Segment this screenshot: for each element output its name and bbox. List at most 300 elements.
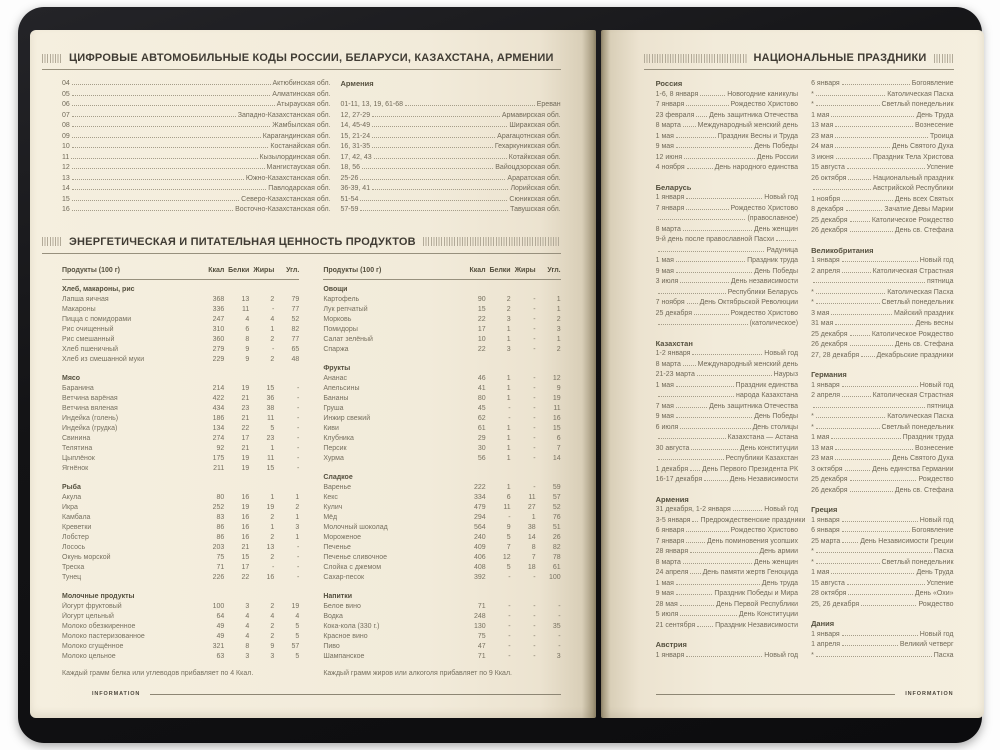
carbs-value: - [558, 632, 561, 640]
fat-value: 38 [527, 523, 536, 531]
carbs-value: 100 [548, 573, 561, 581]
holiday-line [656, 267, 798, 278]
food-row [62, 394, 299, 404]
carbs-value: 76 [552, 513, 561, 521]
food-row [62, 345, 299, 355]
holiday-date: 25 декабря [811, 476, 848, 483]
food-table [62, 263, 561, 678]
holiday-name: Новый год [919, 381, 954, 389]
food-row [62, 315, 299, 325]
protein-value: 1 [506, 454, 511, 462]
product-name: Йогурт цельный [62, 612, 114, 620]
code-value: 06 [62, 101, 70, 108]
food-row [323, 513, 560, 523]
holiday-name: Майский праздник [893, 309, 954, 317]
holiday-name: Успение [926, 579, 954, 587]
food-row [62, 523, 299, 533]
dot-leader [686, 198, 762, 199]
protein-value: - [508, 642, 511, 650]
code-value: 57-59 [340, 206, 359, 213]
food-row [62, 543, 299, 553]
protein-value: - [508, 612, 511, 620]
car-codes-header [42, 52, 561, 70]
food-row [323, 384, 560, 394]
holiday-lines [811, 516, 953, 611]
code-row [62, 163, 331, 174]
holiday-date: * [811, 90, 814, 98]
holiday-date: 13 мая [811, 122, 834, 129]
holiday-line [811, 90, 953, 101]
holiday-name: Праздник единства [735, 381, 799, 389]
holiday-name: Праздник Весны и Труда [717, 132, 799, 140]
holiday-date: 8 марта [655, 360, 681, 368]
food-row [62, 424, 299, 434]
food-row [62, 355, 299, 365]
fat-value: 2 [270, 335, 275, 343]
code-row [62, 90, 331, 101]
code-row [62, 174, 331, 185]
fat-value: 1 [270, 523, 275, 531]
kcal-value: 30 [477, 444, 486, 452]
dot-leader [691, 449, 737, 450]
dot-leader [676, 137, 716, 138]
holiday-date: 21 сентября [655, 621, 696, 629]
carbs-value: - [558, 612, 561, 620]
holiday-name: Предрождественские праздники [700, 516, 806, 524]
carbs-value: 82 [552, 543, 561, 551]
food-row [62, 622, 299, 632]
holiday-name: День женщин [753, 558, 799, 566]
food-row [323, 612, 560, 622]
carbs-value: 57 [552, 493, 561, 501]
holiday-line [656, 319, 798, 330]
product-name: Индейка (голень) [62, 414, 119, 422]
food-row [62, 652, 299, 662]
holiday-name: День труда [761, 579, 799, 587]
code-row [341, 142, 561, 153]
carbs-value: 26 [552, 533, 561, 541]
carbs-value: 14 [552, 454, 561, 462]
food-values-header [42, 236, 561, 254]
holiday-name: День св. Стефана [894, 486, 954, 494]
dot-leader [835, 459, 890, 460]
food-section [62, 483, 299, 583]
dot-leader [733, 510, 762, 511]
protein-value: 8 [245, 642, 250, 650]
region-name: Сюникская обл. [509, 195, 561, 203]
holiday-date: 28 января [655, 548, 689, 555]
protein-value: - [508, 513, 511, 521]
product-name: Хурма [323, 454, 344, 462]
dot-leader [842, 261, 918, 262]
col-products: Продукты (100 г) [62, 266, 120, 274]
fat-value: - [533, 642, 536, 650]
region-name: Алматинская обл. [272, 90, 331, 98]
hatch-ornament-fill [644, 54, 747, 63]
hatch-ornament-right [934, 54, 954, 63]
holiday-date: 6 июля [655, 423, 679, 431]
fat-value: 27 [527, 503, 536, 511]
protein-value: 12 [502, 553, 511, 561]
holiday-name: Праздник Победы и Мира [714, 590, 799, 597]
dot-leader [845, 470, 871, 471]
product-name: Печенье сливочное [323, 553, 388, 561]
fat-value: - [533, 394, 536, 402]
holiday-name: Католическая Страстная [872, 392, 954, 399]
carbs-value: 3 [295, 523, 300, 531]
food-sections-right [323, 285, 560, 662]
holiday-date: 23 мая [811, 455, 834, 462]
fat-value: - [533, 444, 536, 452]
holiday-line [656, 423, 798, 434]
kcal-value: 229 [212, 355, 225, 363]
holiday-line [656, 621, 798, 632]
country-block [811, 505, 953, 610]
kazakhstan-codes-column [62, 79, 331, 216]
dot-leader [687, 303, 698, 304]
fat-value: 16 [266, 573, 275, 581]
kcal-value: 49 [216, 632, 225, 640]
carbs-value: 78 [552, 553, 561, 561]
fat-value: 8 [531, 543, 536, 551]
holiday-line [656, 349, 798, 360]
kcal-value: 41 [477, 384, 486, 392]
holiday-name: Казахстана — Астана [727, 434, 799, 441]
holiday-name: Рождество Христово [730, 101, 799, 108]
holiday-name: День Победы [754, 143, 799, 150]
dot-leader [405, 105, 535, 106]
holiday-line [811, 486, 953, 497]
code-row [62, 132, 331, 143]
carbs-value: 5 [295, 632, 300, 640]
holiday-line [811, 319, 953, 330]
dot-leader [658, 219, 746, 220]
protein-value: 11 [242, 305, 250, 313]
code-value: 07 [62, 111, 70, 119]
protein-value: - [508, 573, 511, 581]
food-row [323, 444, 560, 454]
code-value: 09 [62, 132, 70, 140]
code-row [341, 205, 561, 216]
code-row [341, 163, 561, 174]
product-name: Инжир свежий [323, 414, 371, 422]
col-carbs: Угл. [547, 266, 561, 274]
holiday-line [656, 579, 798, 590]
food-row [323, 573, 560, 583]
car-codes-title: ЦИФРОВЫЕ АВТОМОБИЛЬНЫЕ КОДЫ РОССИИ, БЕЛАРУСИ, КАЗАХСТАНА, АРМЕНИИ [69, 52, 554, 64]
carbs-value: 61 [552, 563, 561, 571]
dot-leader [372, 189, 508, 190]
protein-value: 21 [241, 414, 250, 422]
dot-leader [72, 189, 267, 190]
dot-leader [72, 126, 270, 127]
fat-value: 4 [270, 612, 275, 620]
code-row [62, 153, 331, 164]
dot-leader [835, 126, 913, 127]
code-row [341, 132, 561, 143]
carbs-value: 1 [556, 295, 561, 303]
holiday-line [656, 142, 798, 153]
holiday-name: День поминовения усопших [707, 537, 799, 545]
holiday-line [656, 204, 798, 215]
fat-value: - [533, 295, 536, 303]
food-row [323, 642, 560, 652]
holiday-date: 25, 26 декабря [811, 600, 860, 608]
holiday-name: Успение [926, 164, 954, 171]
fat-value: 36 [266, 394, 275, 402]
code-row [62, 142, 331, 153]
protein-value: 23 [241, 404, 250, 412]
carbs-value: - [296, 394, 300, 402]
holiday-date: 21-23 марта [655, 371, 695, 378]
holiday-date: 26 октября [811, 174, 847, 182]
protein-value: 4 [245, 632, 250, 640]
holiday-line [811, 516, 953, 527]
holiday-name: Пасха [933, 651, 954, 659]
holiday-line [811, 277, 953, 288]
holiday-line [656, 235, 798, 246]
food-section [62, 374, 299, 474]
holiday-name: День России [756, 153, 799, 161]
holiday-lines [656, 193, 798, 330]
product-name: Кулич [323, 503, 343, 511]
dot-leader [676, 386, 734, 387]
fat-value: 2 [270, 513, 275, 521]
holiday-name: Новый год [764, 651, 799, 659]
carbs-value: 5 [295, 622, 300, 630]
holiday-date: * [811, 299, 814, 306]
carbs-value: - [296, 543, 300, 551]
holiday-date: 23 мая [811, 132, 834, 140]
country-name: Россия [655, 79, 683, 88]
kcal-value: 71 [216, 563, 225, 571]
holiday-date: 9 мая [655, 413, 674, 420]
holiday-name: Новый год [764, 194, 799, 201]
dot-leader [360, 210, 508, 211]
fat-value: - [533, 652, 536, 660]
holiday-line [656, 360, 798, 371]
holiday-line [811, 465, 953, 476]
holiday-line [656, 100, 798, 111]
dot-leader [72, 116, 236, 117]
holiday-line [811, 433, 953, 444]
protein-value: 4 [245, 612, 250, 620]
product-name: Кока-кола (330 г.) [323, 622, 380, 630]
kcal-value: 80 [477, 394, 486, 402]
protein-value: 8 [245, 335, 250, 343]
holiday-name: День Независимости [729, 476, 799, 483]
food-section-name: Хлеб, макароны, рис [62, 285, 135, 293]
holiday-name: День св. Стефана [894, 341, 954, 348]
dot-leader [842, 531, 910, 532]
code-value: 01-11, 13, 19, 61-68 [340, 101, 404, 108]
kcal-value: 22 [477, 315, 486, 323]
food-row [62, 305, 299, 315]
dot-leader [842, 396, 871, 397]
holiday-name: День защитника Отечества [709, 402, 799, 410]
holiday-date: 4 ноября [655, 164, 685, 171]
holiday-name: День конституции [739, 444, 799, 452]
dot-leader [684, 158, 755, 159]
dot-leader [690, 573, 700, 574]
kcal-value: 56 [477, 454, 486, 462]
dot-leader [816, 95, 885, 96]
food-row [62, 642, 299, 652]
holiday-line [655, 516, 806, 527]
code-row [341, 195, 561, 206]
food-section-name: Овощи [323, 285, 348, 293]
holiday-name: Праздник Тела Христова [872, 153, 954, 161]
protein-value: 21 [241, 543, 250, 551]
dot-leader [697, 626, 713, 627]
fat-value: 18 [527, 563, 536, 571]
code-value: 14, 45-49 [340, 122, 371, 129]
holiday-date: 3 октября [811, 465, 843, 473]
region-name: Кызылординская обл. [259, 153, 331, 161]
protein-value: 15 [241, 553, 250, 561]
food-row [323, 434, 560, 444]
carbs-value: 77 [291, 305, 300, 313]
armenia-code-rows [341, 100, 561, 216]
fat-value: 11 [267, 414, 275, 422]
holiday-name: Новый год [919, 516, 954, 524]
dot-leader [686, 105, 728, 106]
kcal-value: 75 [477, 632, 486, 640]
fat-value: 5 [270, 424, 275, 432]
dot-leader [831, 314, 892, 315]
hatch-ornament-fill [423, 237, 561, 246]
holiday-lines [656, 90, 798, 174]
region-name: Котайкская обл. [508, 153, 561, 161]
holiday-line [656, 547, 798, 558]
food-column-right [323, 263, 560, 678]
fat-value: 3 [270, 652, 275, 660]
right-page-footer [656, 691, 954, 697]
dot-leader [842, 200, 893, 201]
protein-value: 1 [506, 424, 511, 432]
carbs-value: 4 [295, 612, 300, 620]
food-sections-left [62, 285, 299, 662]
carbs-value: 1 [556, 305, 561, 313]
dot-leader [850, 345, 893, 346]
code-value: 10 [62, 143, 70, 150]
country-name: Великобритания [811, 245, 874, 255]
holiday-date: 1 января [655, 651, 685, 659]
kcal-value: 22 [477, 345, 486, 353]
code-value: 05 [62, 90, 70, 98]
dot-leader [694, 314, 728, 315]
product-name: Пиво [323, 642, 340, 650]
dot-leader [658, 251, 765, 252]
holiday-date: 9 мая [655, 590, 674, 597]
kcal-value: 240 [473, 533, 486, 541]
kcal-value: 62 [477, 414, 486, 422]
region-name: Араратская обл. [507, 174, 561, 182]
kcal-value: 274 [212, 434, 225, 442]
fat-value: - [533, 424, 536, 432]
food-row [62, 553, 299, 563]
food-row [62, 563, 299, 573]
holiday-line [656, 246, 798, 257]
kcal-value: 75 [216, 553, 225, 561]
carbs-value: 57 [291, 642, 300, 650]
fat-value: 19 [266, 503, 275, 511]
dot-leader [658, 324, 748, 325]
country-name: Греция [811, 505, 838, 514]
product-name: Водка [323, 612, 343, 620]
dot-leader [372, 147, 493, 148]
holiday-name: (православное) [747, 215, 799, 222]
region-name: Жамбылская обл. [272, 122, 331, 129]
product-name: Ягнёнок [62, 464, 89, 472]
fat-value: 15 [266, 384, 275, 392]
holiday-name: Католическое Рождество [871, 216, 954, 224]
kcal-value: 406 [473, 553, 486, 561]
holiday-date: 9 мая [655, 267, 674, 275]
dot-leader [683, 230, 752, 231]
kcal-value: 392 [473, 573, 486, 581]
holiday-line [811, 195, 953, 206]
dot-leader [850, 480, 917, 481]
country-block [656, 183, 798, 330]
protein-value: 4 [245, 315, 250, 323]
holiday-name: Великий четверг [899, 641, 954, 648]
dot-leader [360, 179, 505, 180]
food-section-rows [323, 374, 560, 464]
dot-leader [850, 491, 893, 492]
code-row [341, 111, 561, 122]
carbs-value: - [558, 642, 561, 650]
holiday-date: 26 декабря [811, 227, 848, 234]
dot-leader [658, 438, 726, 439]
holiday-name: Рождество [918, 476, 954, 483]
kcal-value: 100 [212, 602, 225, 610]
dot-leader [72, 105, 275, 106]
holiday-name: День армии [759, 548, 799, 555]
holiday-line [811, 111, 953, 122]
holiday-line [811, 340, 953, 351]
carbs-value: - [296, 553, 300, 561]
dot-leader [861, 605, 916, 606]
holiday-name: День св. Стефана [894, 227, 954, 234]
protein-value: 1 [506, 325, 511, 333]
dot-leader [697, 375, 772, 376]
carbs-value: - [296, 563, 300, 571]
product-name: Спаржа [323, 345, 349, 353]
carbs-value: 35 [552, 622, 561, 630]
carbs-value: 1 [295, 533, 300, 541]
protein-value: - [508, 414, 511, 422]
kcal-value: 10 [477, 335, 486, 343]
protein-value: 9 [506, 523, 511, 531]
holiday-lines [811, 256, 953, 361]
carbs-value: 79 [291, 295, 300, 303]
food-row [62, 414, 299, 424]
carbs-value: 5 [295, 652, 300, 660]
holiday-line [811, 600, 953, 611]
holidays-column-right [811, 79, 953, 661]
holiday-date: 1 мая [655, 579, 674, 587]
dot-leader [831, 438, 900, 439]
holiday-date: 6 января [655, 527, 685, 534]
protein-value: 17 [241, 563, 250, 571]
carbs-value: - [296, 424, 300, 432]
food-row [62, 335, 299, 345]
dot-leader [816, 417, 885, 418]
holiday-line [656, 526, 798, 537]
holiday-line [656, 558, 798, 569]
holiday-line [656, 402, 798, 413]
